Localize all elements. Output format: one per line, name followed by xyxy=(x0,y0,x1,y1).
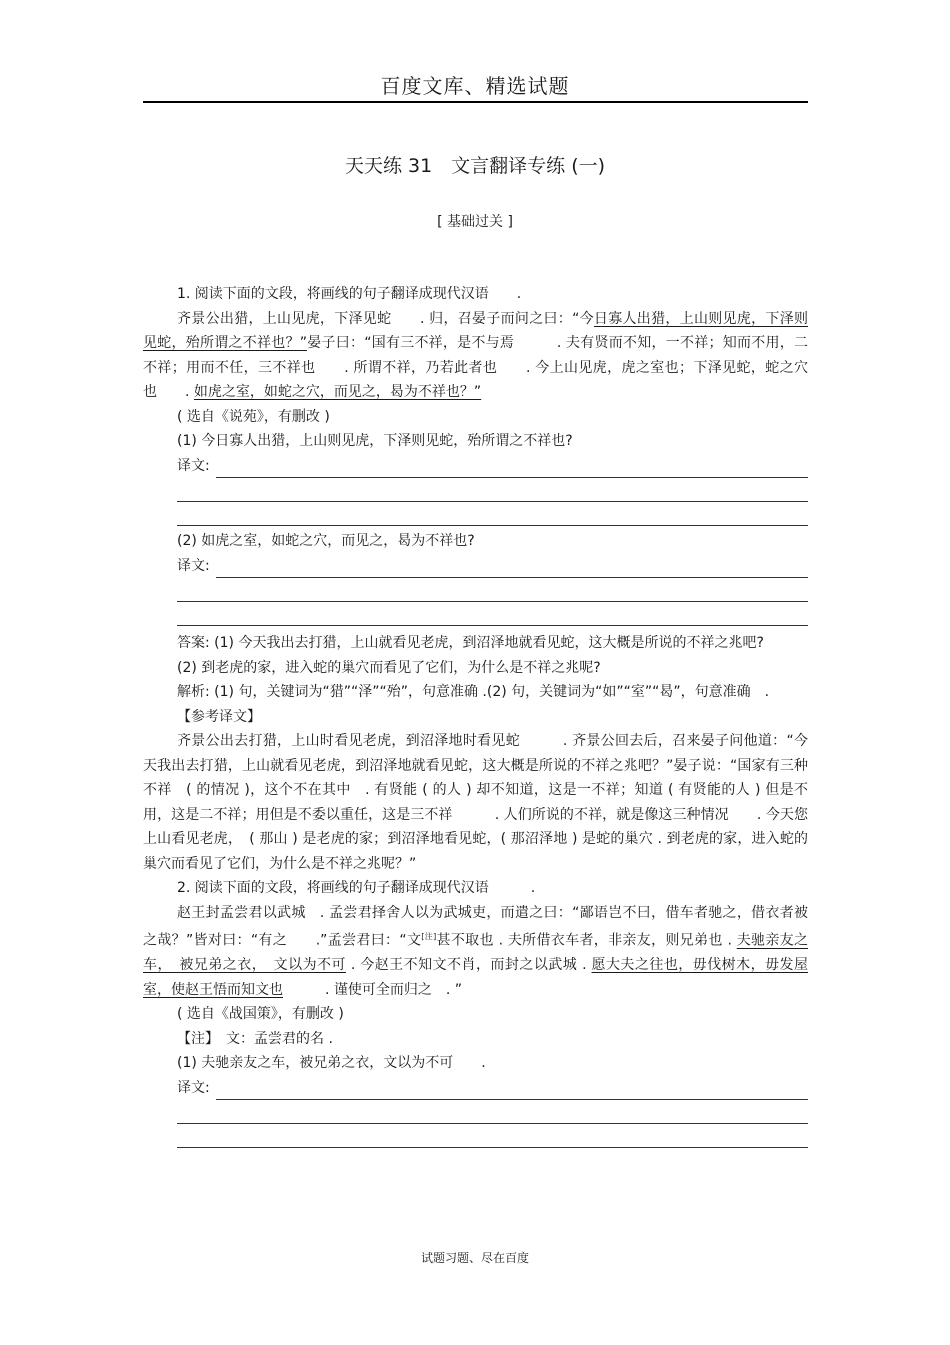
q1-answer-1: 答案: (1) 今天我出去打猎，上山就看见老虎，到沼泽地就看见蛇，这大概是所说的不祥之兆吧? xyxy=(177,635,764,651)
q1-sub2-answer-line[interactable] xyxy=(143,554,808,579)
q1-passage-text: 齐景公出猎，上山见虎，下泽见蛇 . 归，召晏子而问之曰：“今 xyxy=(177,310,594,327)
translation-label: 译文: xyxy=(177,1079,210,1096)
q1-underlined-sentence-1: 日寡人出猎，上山则见虎，下泽则见蛇，殆所谓之不祥也？” xyxy=(143,310,809,351)
q2-prompt: 2. 阅读下面的文段，将画线的句子翻译成现代汉语 . xyxy=(177,880,536,896)
q1-reference-label: 【参考译文】 xyxy=(177,708,261,725)
header-divider xyxy=(143,101,808,103)
q1-prompt: 1. 阅读下面的文段，将画线的句子翻译成现代汉语 . xyxy=(177,286,522,302)
q2-note: 【注】 文：孟尝君的名 . xyxy=(177,1030,333,1047)
q2-passage-text: 甚不取也 . 夫所借衣车者，非亲友，则兄弟也 . xyxy=(436,932,737,949)
page-footer: 试题习题、尽在百度 xyxy=(420,1251,529,1265)
answer-blank[interactable] xyxy=(177,502,808,526)
answer-blank[interactable] xyxy=(177,578,808,602)
q1-reference-translation: 齐景公出去打猎，上山时看见老虎，到沼泽地时看见蛇 . 齐景公回去后，召来晏子问他道：“今天我出去打猎，上山就看见老虎，到沼泽地就看见蛇，这大概是所说的不祥之兆吧？”晏子说：“国家有三种不祥 ( 的情况 )，这个不在其中 . 有贤能 ( 的人 ) 却不知道，这是一不祥；知道 ( 有贤能的人 ) 但是不用，这是二不祥；用但是不委以重任，这是三不祥 . 人们所说的不祥，就是像这三种情况 . 今天您上山看见老虎， ( 那山 ) 是老虎的家；到沼泽地看见蛇，( 那沼泽地 ) 是蛇的巢穴 . 到老虎的家，进入蛇的巢穴而看见了它们，为什么是不祥之兆呢？” xyxy=(143,733,808,872)
q2-passage-text: . 今赵王不知文不肖，而封之以武城 . xyxy=(345,957,592,974)
q1-source: ( 选自《说苑》，有删改 ) xyxy=(177,408,330,425)
document-body xyxy=(143,282,808,1148)
q1-passage xyxy=(143,307,808,405)
answer-blank[interactable] xyxy=(216,559,808,578)
page-header-title: 百度文库、精选试题 xyxy=(380,74,570,98)
q1-sub1: (1) 今日寡人出猎，上山则见虎，下泽则见蛇，殆所谓之不祥也? xyxy=(177,433,573,449)
q2-passage-text: . 谨使可全而归之 . ” xyxy=(283,981,463,998)
q1-underlined-sentence-2: 如虎之室，如蛇之穴，而见之，曷为不祥也？” xyxy=(193,384,482,400)
answer-blank[interactable] xyxy=(177,1124,808,1148)
q2-passage xyxy=(143,901,808,1003)
q2-sub1: (1) 夫驰亲友之车，被兄弟之衣，文以为不可 . xyxy=(177,1055,486,1072)
q2-passage-text: 赵王封孟尝君以武城 . 孟尝君择舍人以为武城吏，而遣之曰：“鄙语岂不曰，借车者驰之，借衣者被之哉？”皆对曰：“有之 .”孟尝君曰：“文 xyxy=(143,904,808,949)
document-title: 天天练 31 文言翻译专练 (一) xyxy=(344,155,606,177)
answer-blank[interactable] xyxy=(216,459,808,478)
answer-blank[interactable] xyxy=(177,602,808,626)
q1-sub2: (2) 如虎之室，如蛇之穴，而见之，曷为不祥也? xyxy=(177,533,475,549)
q1-sub1-answer-line[interactable] xyxy=(143,454,808,479)
q2-underlined-sentence-1: 夫驰亲友之车， 被兄弟之衣， 文以为不可 xyxy=(143,932,809,974)
translation-label: 译文: xyxy=(177,557,210,574)
answer-blank[interactable] xyxy=(216,1081,808,1100)
translation-label: 译文: xyxy=(177,457,210,474)
section-tag: [ 基础过关 ] xyxy=(437,214,513,230)
q1-passage-text: 晏子曰：“国有三不祥，是不与焉 . 夫有贤而不知，一不祥；知而不用，二不祥；用而不任，三不祥也 . 所谓不祥，乃若此者也 . 今上山见虎，虎之室也；下泽见蛇，蛇之穴也 . xyxy=(143,335,808,400)
q2-sub1-answer-line[interactable] xyxy=(143,1076,808,1101)
note-marker: [注] xyxy=(421,932,437,941)
answer-blank[interactable] xyxy=(177,478,808,502)
q2-source: ( 选自《战国策》，有删改 ) xyxy=(177,1006,344,1023)
q1-analysis: 解析: (1) 句，关键词为“猎”“泽”“殆”，句意准确 .(2) 句，关键词为“如”“室”“曷”，句意准确 . xyxy=(177,684,770,700)
answer-blank[interactable] xyxy=(177,1100,808,1124)
q2-underlined-sentence-2: 愿大夫之往也，毋伐树木，毋发屋室，使赵王悟而知文也 xyxy=(143,957,809,998)
q1-answer-2: (2) 到老虎的家，进入蛇的巢穴而看见了它们，为什么是不祥之兆呢? xyxy=(177,659,601,676)
